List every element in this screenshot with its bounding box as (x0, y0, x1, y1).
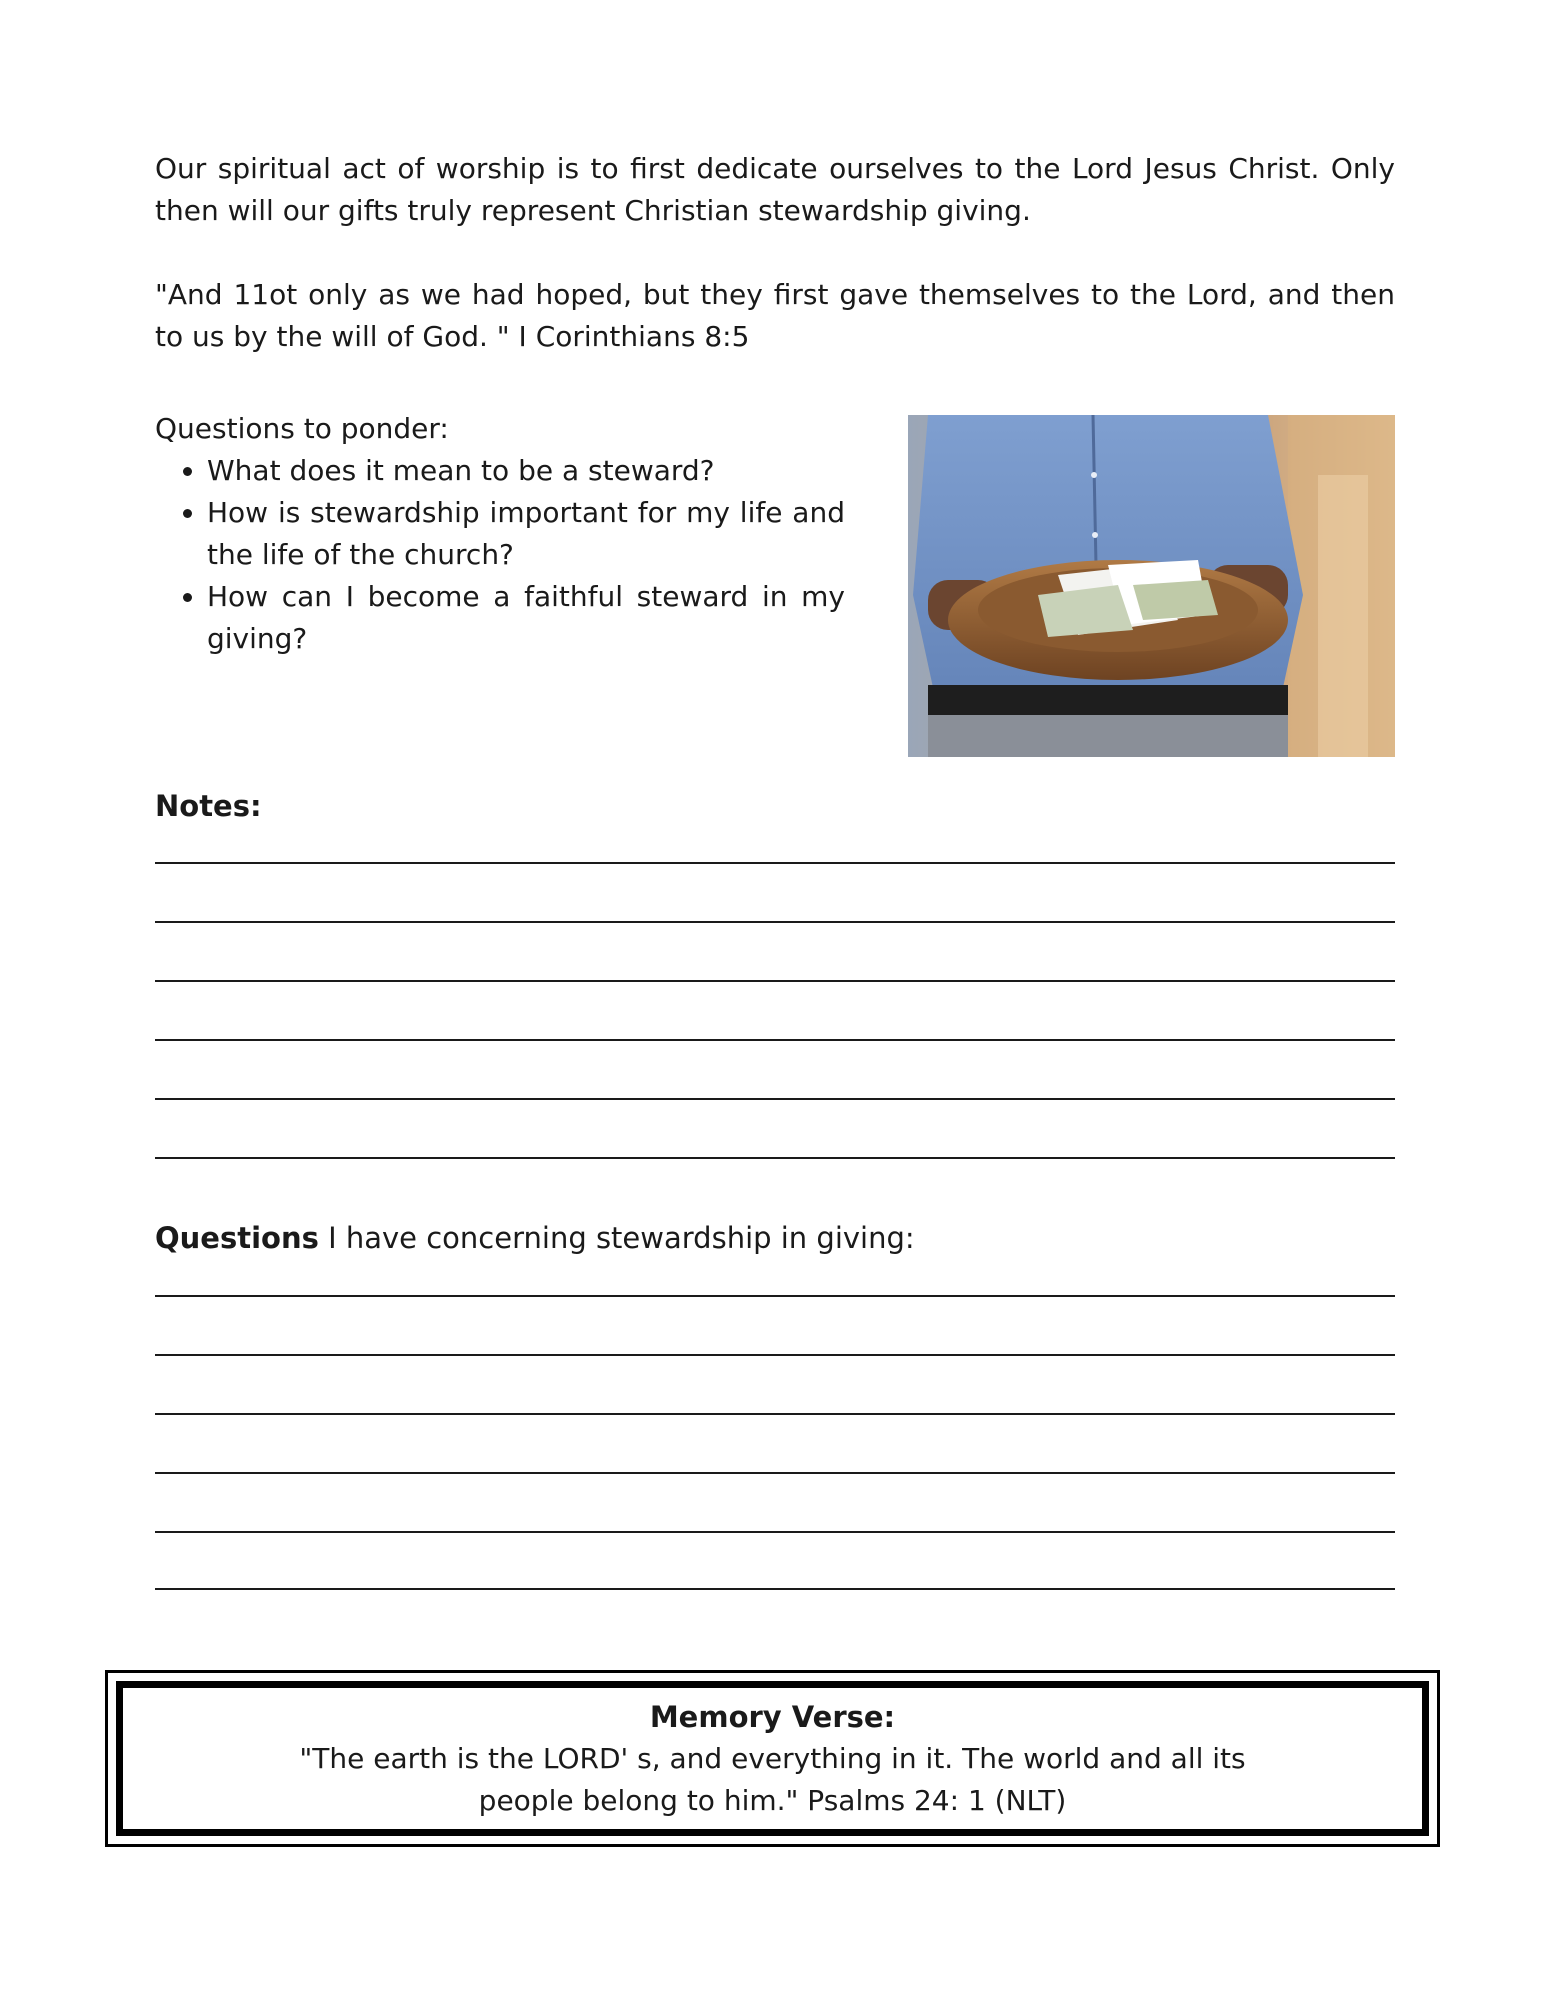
ponder-item: • What does it mean to be a steward? (207, 450, 845, 492)
notes-line (155, 1098, 1395, 1100)
memory-verse-box (105, 1670, 1440, 1847)
notes-line (155, 921, 1395, 923)
notes-line (155, 862, 1395, 864)
notes-line (155, 1157, 1395, 1159)
notes-title: Notes: (155, 789, 262, 823)
questions-to-ponder (155, 408, 845, 660)
notes-line (155, 1039, 1395, 1041)
questions-line (155, 1354, 1395, 1356)
offering-plate-illustration (908, 415, 1395, 757)
intro-paragraph: Our spiritual act of worship is to first dedicate ourselves to the Lord Jesus Christ. Only then will our gifts truly represent Christian stewardship giving. (155, 152, 1395, 227)
questions-line (155, 1472, 1395, 1474)
memory-verse-text: "The earth is the LORD' s, and everything in it. The world and all its people belong to him." Psalms 24: 1 (NLT) (299, 1742, 1246, 1817)
notes-line (155, 980, 1395, 982)
memory-verse-title: Memory Verse: (649, 1700, 896, 1734)
questions-title: Questions I have concerning stewardship in giving: (155, 1221, 915, 1255)
memory-verse-inner-border (116, 1681, 1429, 1836)
ponder-item: • How is stewardship important for my life and the life of the church? (207, 492, 845, 576)
questions-line (155, 1588, 1395, 1590)
questions-line (155, 1295, 1395, 1297)
ponder-item: • How can I become a faithful steward in my giving? (207, 576, 845, 660)
questions-line (155, 1531, 1395, 1533)
ponder-heading: Questions to ponder: (155, 412, 449, 445)
offering-plate-photo (908, 415, 1395, 757)
questions-line (155, 1413, 1395, 1415)
scripture-quote: "And 11ot only as we had hoped, but they first gave themselves to the Lord, and then to us by the will of God. " I Corinthians 8:5 (155, 278, 1395, 353)
ponder-list (155, 450, 845, 660)
